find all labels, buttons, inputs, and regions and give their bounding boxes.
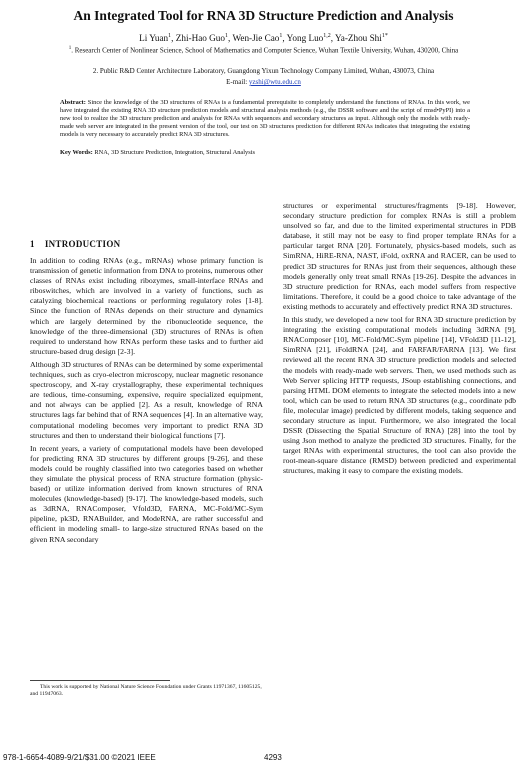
paragraph: In this study, we developed a new tool for RNA 3D structure prediction by integrating the existing computational models including 3dRNA [9], RNAComposer [10], MC-Fold/MC-Sym pipeline [14], VFold3D [11-12], SimRNA [21], iFoldRNA [24], and FARFAR/FARNA [13]. We first reviewed all the recent RNA 3D structure prediction models and selected the models with ready-made web servers. Then, we used methods such as Web Server splicing HTTP requests, JSoup establishing connections, and parsing HTML DOM elements to integrate the selected models into a new tool, which can be used to return RNA 3D structures (e.g., coordinate pdb file, molecular image) predicted by different models, taking sequence and secondary structure as input. Furthermore, we also integrated the local DSSR (Dissecting the Spatial Structure of RNA) [28] into the tool by using Json method to analyze the predicted 3D structures. Finally, for the target RNAs with experimental structures, the tool can also provide the root-mean-square distance (RMSD) between predicted and experimental structures, making it easy to compare the existing models. [283,315,516,476]
affiliation-1 [30,44,497,55]
author-name: Zhi-Hao Guo [175,33,225,44]
keywords-label: Key Words: [60,149,93,156]
author-list [0,30,527,44]
footnote [30,684,263,699]
abstract [60,99,470,139]
author-affiliation-mark: 1 [279,33,283,39]
footnote-text: This work is supported by National Nature Science Foundation under Grants 11971367, 11605125, and 11947063. [30,684,262,698]
author-separator: , [171,33,176,44]
author-affiliation-mark: 1 [225,33,228,39]
author-name: Li Yuan [139,33,169,44]
affiliation-2 [30,67,497,76]
email-label: E-mail: [226,78,249,86]
paragraph: Although 3D structures of RNAs can be determined by some experimental techniques, such as cryo-electron microscopy, nuclear magnetic resonance spectroscopy, and X-ray crystallography, these experimental techniques are tedious, time-consuming, expensive, require specialized equipment, and not always can be applied [2]. As a result, knowledge of RNA structures lags far behind that of RNA sequences [4]. In an alternative way, computational modeling becomes very important to predict RNA 3D structures and then to understand their biological functions [7]. [30,359,263,440]
author-separator: , [282,33,287,44]
affiliation-text: 2. Public R&D Center Architecture Laboratory, Guangdong Yixun Technology Company Limited, Wuhan, 430073, China [92,67,435,75]
author-affiliation-mark: 1 [168,33,172,39]
affiliation-number: 1 [68,46,72,51]
author-name: Ya-Zhou Shi [335,33,382,44]
right-column [283,201,516,480]
keywords-text: RNA, 3D Structure Prediction, Integration, Structural Analysis [92,149,255,156]
paragraph: In recent years, a variety of computational models have been developed for predicting RNA 3D structures by different groups [9-26], and these models could be roughly classified into two categories based on whether they simulate the physical process of RNA structure formation (physic-based) or utilize information derived from known structures of RNA molecules (knowledge-based) [9-17]. The knowledge-based models, such as 3dRNA, RNAComposer, Vfold3D, FARNA, MC-Fold/MC-Sym pipeline, pk3D, RNABuilder, and ModeRNA, are rather successful and efficient in modeling small- to large-size structured RNAs based on the given RNA secondary [30,443,263,544]
page-number: 4293 [264,753,282,762]
author-affiliation-mark: 1,2 [323,33,331,39]
author-separator: , [228,33,233,44]
contact-email [0,78,527,87]
author-name: Yong Luo [286,33,324,44]
email-link[interactable]: yzshi@wtu.edu.cn [248,78,301,86]
section-number: 1 [30,239,35,249]
paper-title: An Integrated Tool for RNA 3D Structure Prediction and Analysis [73,8,454,23]
copyright-line: 978-1-6654-4089-9/21/$31.00 ©2021 IEEE [3,753,156,762]
author-affiliation-mark: 1* [381,33,388,39]
left-column [30,256,263,548]
abstract-label: Abstract: [60,99,86,106]
author-name: Wen-Jie Cao [232,33,280,44]
section-heading [30,239,120,249]
affiliation-text: . Research Center of Nonlinear Science, School of Mathematics and Computer Science, Wuhan Textile University, Wuhan, 430200, China [71,46,459,55]
paragraph: In addition to coding RNAs (e.g., mRNAs) whose primary function is transmission of genetic information from DNA to proteins, numerous other classes of RNAs exist including ribozymes, small-interface RNAs and riboswitches, which are involved in a variety of functions, such as catalyzing biochemical reactions or performing regulatory roles [1-8]. Since the function of RNAs depends on their structure and dynamics which are largely determined by the ribonucleotide sequence, the knowledge of the three-dimensional (3D) structures of RNAs is often required to understand how RNAs perform these tasks and to further aid structure-based drug design [2-3]. [30,256,263,356]
paragraph: structures or experimental structures/fragments [9-18]. However, secondary structure prediction for complex RNAs is still a problem unsolved so far, and due to the limited experimental structures in PDB database, it still may not be easy to find proper template RNAs for a particular target RNA [20]. Fortunately, physics-based models, such as SimRNA, HiRE-RNA, NAST, iFold, oxRNA and RACER, can be used to predict 3D structures for RNAs just from their sequences, although these models generally only treat small RNAs [19-26]. Despite the advances in 3D structure prediction for RNAs, each model suffers from respective limitations. Therefore, it could be a good choice to take advantage of the existing methods to accurately and effectively predict RNA 3D structures. [283,201,516,311]
author-separator: , [330,33,336,44]
section-title: INTRODUCTION [44,239,121,249]
keywords [60,149,470,157]
footnote-divider [30,680,170,681]
abstract-text: Since the knowledge of the 3D structures of RNAs is a fundamental prerequisite to completely understand the functions of RNAs. In this work, we have integrated the existing RNA 3D structure prediction models and structural analysis methods (e.g., the DSSR software and the script of rmsd•PyPI) into a new tool to realize the 3D structure prediction and analysis for RNAs with sequences and secondary structures as input. Although only the models with ready-made web server are integrated in the present version of the tool, our test on 3D structures prediction for different RNAs indicates that integrating the existing models is very necessary to accurately predict RNA 3D structures. [60,99,470,139]
